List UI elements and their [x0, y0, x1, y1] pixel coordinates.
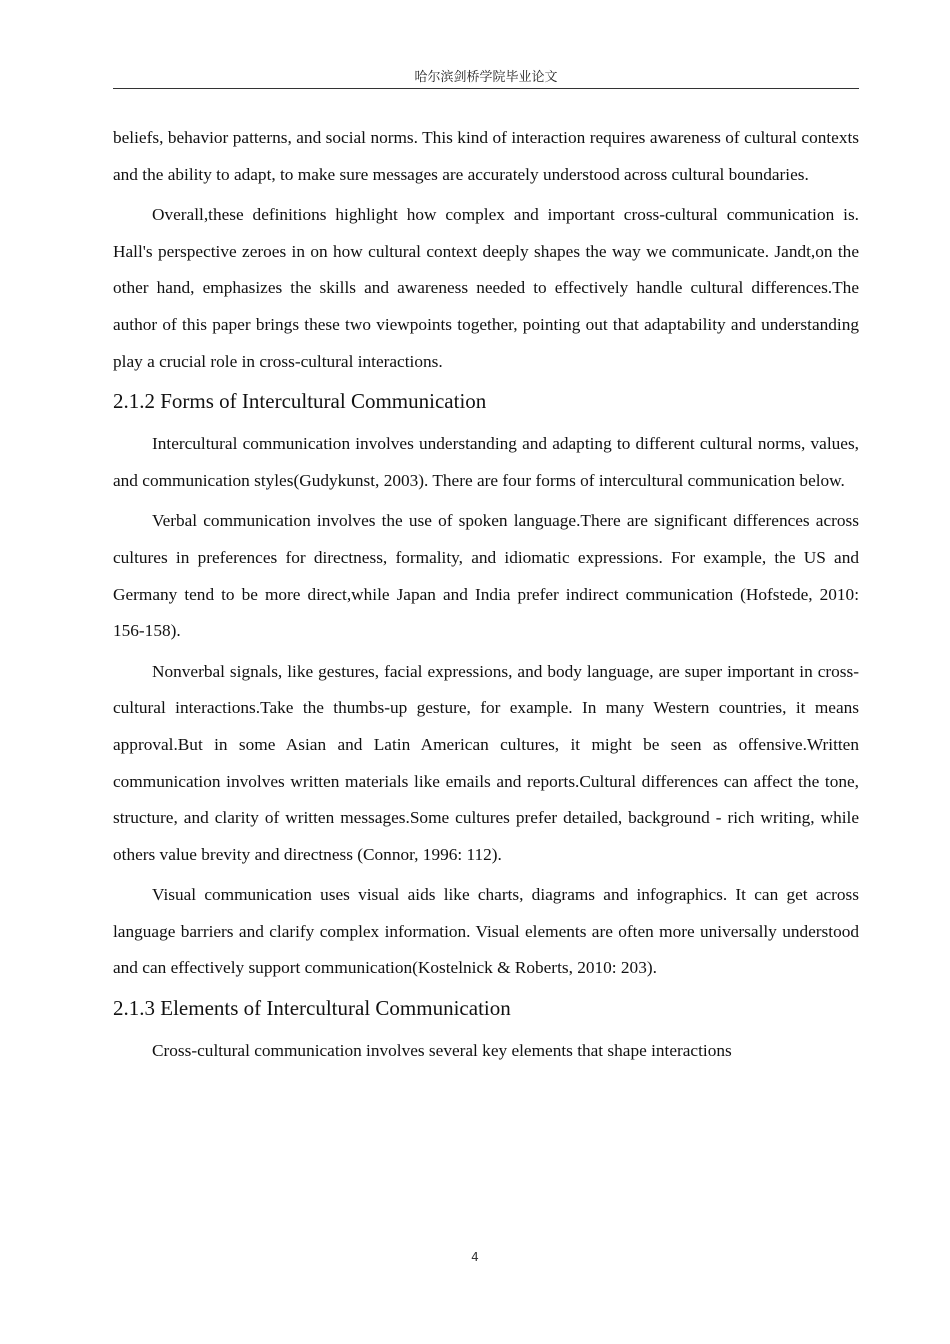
- section-heading-2-1-3: 2.1.3 Elements of Intercultural Communication: [113, 996, 511, 1021]
- paragraph-intercultural-intro: Intercultural communication involves understanding and adapting to different cultural norms, values, and communication styles(Gudykunst, 2003). There are four forms of intercultural communication below.: [113, 434, 859, 490]
- paragraph-definitions-overview: Overall,these definitions highlight how complex and important cross-cultural communication is. Hall's perspective zeroes in on how cultural context deeply shapes the way we communicate. Jandt,on the other hand, emphasizes the skills and awareness needed to effectively handle cultural differences.The author of this paper brings these two viewpoints together, pointing out that adaptability and understanding play a crucial role in cross-cultural interactions.: [113, 205, 859, 371]
- paragraph-verbal-communication: Verbal communication involves the use of spoken language.There are significant differences across cultures in preferences for directness, formality, and idiomatic expressions. For example, the US and Germany tend to be more direct,while Japan and India prefer indirect communication (Hofstede, 2010: 156-158).: [113, 511, 859, 641]
- page-number: 4: [471, 1250, 479, 1264]
- section-heading-2-1-2: 2.1.2 Forms of Intercultural Communication: [113, 389, 487, 414]
- header-divider: [113, 88, 859, 89]
- paragraph-continued: beliefs, behavior patterns, and social norms. This kind of interaction requires awareness of cultural contexts and the ability to adapt, to make sure messages are accurately understood across cultural boundaries.: [113, 128, 859, 184]
- document-body: [113, 120, 859, 1074]
- paragraph-elements-intro: Cross-cultural communication involves several key elements that shape interactions: [152, 1041, 732, 1061]
- paragraph-nonverbal-written: Nonverbal signals, like gestures, facial expressions, and body language, are super important in cross-cultural interactions.Take the thumbs-up gesture, for example. In many Western countries, it means approval.But in some Asian and Latin American cultures, it might be seen as offensive.Written communication involves written materials like emails and reports.Cultural differences can affect the tone, structure, and clarity of written messages.Some cultures prefer detailed, background - rich writing, while others value brevity and directness (Connor, 1996: 112).: [113, 661, 859, 864]
- page-header-title: 哈尔滨剑桥学院毕业论文: [414, 70, 558, 85]
- paragraph-visual-communication: Visual communication uses visual aids like charts, diagrams and infographics. It can get across language barriers and clarify complex information. Visual elements are often more universally understood and can effectively support communication(Kostelnick & Roberts, 2010: 203).: [113, 885, 859, 978]
